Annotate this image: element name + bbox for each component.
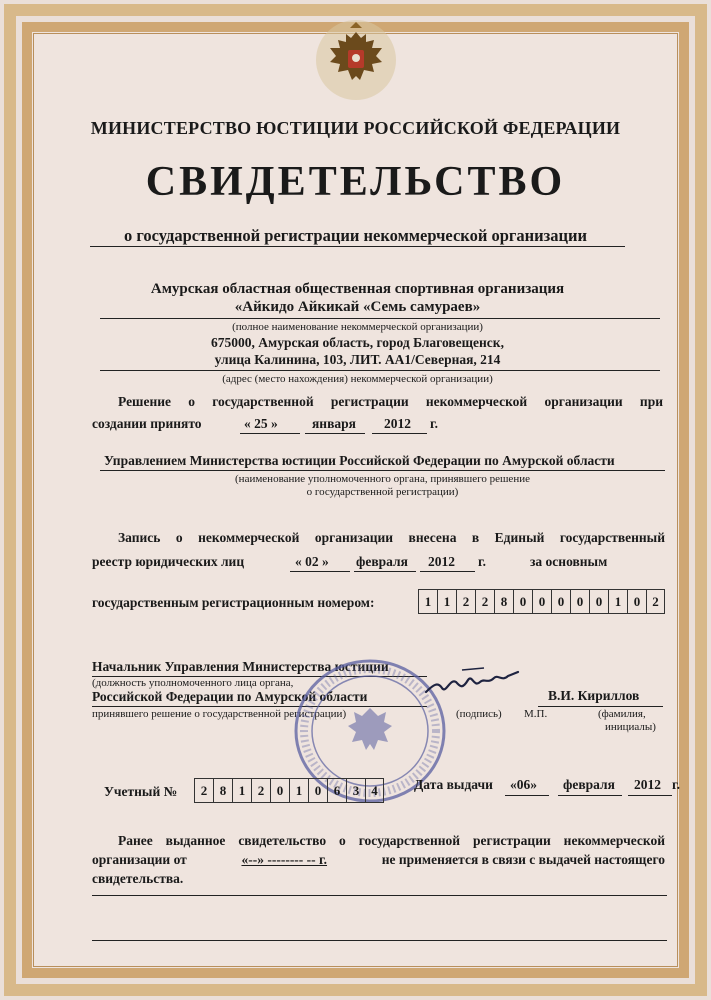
signatory-position-1: Начальник Управления Министерства юстиции bbox=[92, 659, 389, 674]
signature-caption: (подпись) bbox=[456, 708, 502, 720]
org-name-line1: Амурская областная общественная спортивная организация bbox=[150, 281, 565, 297]
footer-line-2 bbox=[92, 852, 665, 868]
decision-day: « 25 » bbox=[244, 416, 278, 431]
registry-text: Запись о некоммерческой организации внесена в Единый государственный bbox=[118, 530, 665, 545]
account-number-digit: 2 bbox=[251, 778, 270, 803]
org-name-underline bbox=[100, 318, 660, 319]
registration-number-digit: 8 bbox=[494, 589, 513, 614]
registry-day: « 02 » bbox=[295, 554, 329, 569]
signatory-name: В.И. Кириллов bbox=[548, 688, 640, 703]
registration-number-digit: 0 bbox=[570, 589, 589, 614]
address-underline bbox=[100, 370, 660, 371]
account-number-digit: 6 bbox=[327, 778, 346, 803]
account-number-digit: 2 bbox=[194, 778, 213, 803]
registration-number-digit: 1 bbox=[608, 589, 627, 614]
account-number-digit: 1 bbox=[289, 778, 308, 803]
address-line1: 675000, Амурская область, город Благовещенск, bbox=[211, 335, 504, 350]
registry-text-2: реестр юридических лиц bbox=[92, 554, 245, 569]
registry-year-suffix: г. bbox=[478, 554, 486, 569]
address-caption: (адрес (место нахождения) некоммерческой организации) bbox=[222, 373, 493, 385]
name-caption-2: инициалы) bbox=[605, 721, 656, 733]
authority-underline bbox=[100, 470, 665, 471]
account-number-digit: 8 bbox=[213, 778, 232, 803]
registry-year: 2012 bbox=[428, 554, 455, 569]
issue-year: 2012 bbox=[634, 777, 661, 792]
footer-line-2-b: «--» -------- -- г. bbox=[241, 852, 328, 867]
account-number-digit: 3 bbox=[346, 778, 365, 803]
authority-name: Управлением Министерства юстиции Российской Федерации по Амурской области bbox=[104, 453, 615, 468]
registry-month: февраля bbox=[356, 554, 408, 569]
registration-number-digit: 0 bbox=[589, 589, 608, 614]
issue-day-underline bbox=[505, 795, 549, 796]
account-number-digit: 0 bbox=[270, 778, 289, 803]
footer-line-3: свидетельства. bbox=[92, 871, 184, 886]
registry-month-underline bbox=[354, 571, 416, 572]
signatory-position-caption-2: принявшего решение о государственной регистрации) bbox=[92, 708, 347, 720]
registration-number-digit: 0 bbox=[627, 589, 646, 614]
authority-caption-2: о государственной регистрации) bbox=[306, 486, 459, 498]
document-subtitle: о государственной регистрации некоммерческой организации bbox=[123, 226, 588, 245]
name-caption-1: (фамилия, bbox=[598, 708, 646, 720]
registration-number-digit: 2 bbox=[646, 589, 665, 614]
registry-day-underline bbox=[290, 571, 350, 572]
issue-month-underline bbox=[558, 795, 622, 796]
account-number-boxes bbox=[194, 778, 384, 803]
footer-line-2-a: организации от bbox=[92, 852, 187, 867]
footer-underline-2 bbox=[92, 940, 667, 941]
registry-main-label: за основным bbox=[530, 554, 608, 569]
issue-year-suffix: г. bbox=[672, 777, 680, 792]
registration-number-digit: 2 bbox=[456, 589, 475, 614]
decision-day-underline bbox=[240, 433, 300, 434]
registration-number-digit: 0 bbox=[532, 589, 551, 614]
handwritten-signature bbox=[422, 664, 522, 700]
registration-number-label: государственным регистрационным номером: bbox=[92, 595, 375, 610]
account-number-label: Учетный № bbox=[104, 784, 178, 799]
issue-month: февраля bbox=[563, 777, 615, 792]
org-name-line2: «Айкидо Айкикай «Семь самураев» bbox=[234, 299, 481, 315]
issue-date-label: Дата выдачи bbox=[414, 777, 493, 792]
account-number-digit: 1 bbox=[232, 778, 251, 803]
registration-number-boxes bbox=[418, 589, 665, 614]
stamp-caption: М.П. bbox=[524, 708, 548, 720]
registration-number-digit: 0 bbox=[513, 589, 532, 614]
signatory-name-underline bbox=[538, 706, 663, 707]
footer-line-2-c: не применяется в связи с выдачей настоящего bbox=[381, 852, 665, 867]
account-number-digit: 0 bbox=[308, 778, 327, 803]
registration-number-digit: 0 bbox=[551, 589, 570, 614]
registration-number-digit: 1 bbox=[418, 589, 437, 614]
decision-month: января bbox=[312, 416, 356, 431]
decision-month-underline bbox=[305, 433, 365, 434]
ministry-title: МИНИСТЕРСТВО ЮСТИЦИИ РОССИЙСКОЙ ФЕДЕРАЦИИ bbox=[90, 118, 621, 138]
footer-line-1: Ранее выданное свидетельство о государственной регистрации некоммерческой bbox=[118, 833, 665, 848]
authority-caption-1: (наименование уполномоченного органа, принявшего решение bbox=[235, 473, 530, 485]
footer-underline-1 bbox=[92, 895, 667, 896]
document-title: СВИДЕТЕЛЬСТВО bbox=[145, 159, 566, 205]
decision-created-label: создании принято bbox=[92, 416, 202, 431]
issue-day: «06» bbox=[510, 777, 537, 792]
address-line2: улица Калинина, 103, ЛИТ. АА1/Северная, 214 bbox=[214, 352, 501, 367]
subtitle-underline bbox=[90, 246, 625, 247]
registry-year-underline bbox=[420, 571, 475, 572]
decision-text: Решение о государственной регистрации некоммерческой организации при bbox=[118, 394, 663, 409]
issue-year-underline bbox=[628, 795, 672, 796]
decision-year: 2012 bbox=[384, 416, 411, 431]
decision-year-underline bbox=[372, 433, 427, 434]
account-number-digit: 4 bbox=[365, 778, 384, 803]
coat-of-arms-emblem bbox=[314, 18, 398, 102]
registration-number-digit: 2 bbox=[475, 589, 494, 614]
registration-number-digit: 1 bbox=[437, 589, 456, 614]
org-name-caption: (полное наименование некоммерческой организации) bbox=[232, 321, 483, 333]
signatory-position-caption: (должность уполномоченного лица органа, bbox=[92, 677, 294, 689]
decision-year-suffix: г. bbox=[430, 416, 438, 431]
signatory-position-2: Российской Федерации по Амурской области bbox=[92, 689, 368, 704]
